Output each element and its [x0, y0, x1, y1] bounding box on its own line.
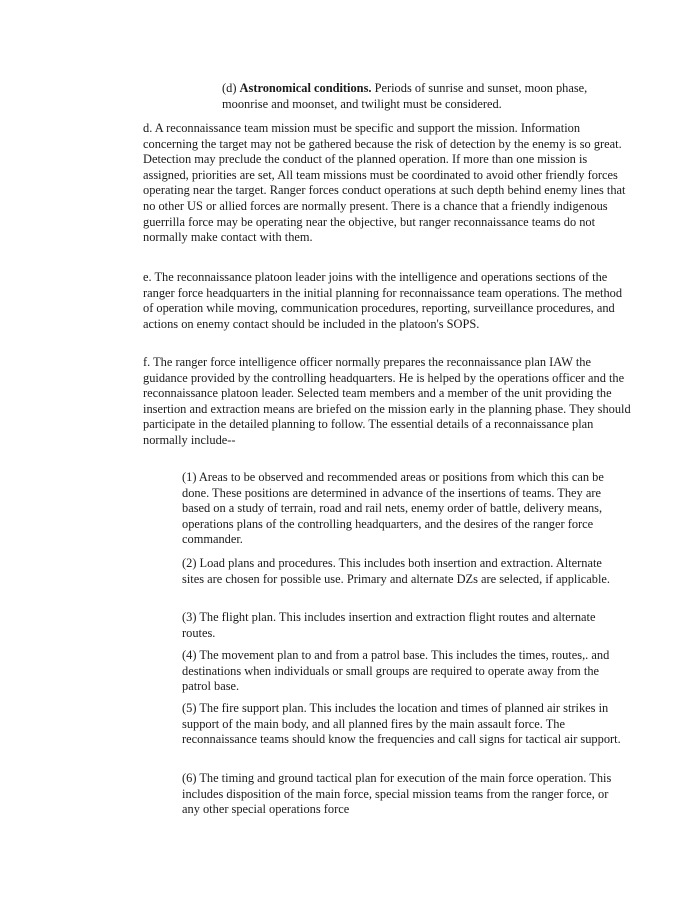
list-item-6: (6) The timing and ground tactical plan for execution of the main force operation. This includes disposition of the main force, special mission teams from the ranger force, or any other special operations force — [182, 771, 612, 817]
astro-prefix: (d) — [222, 81, 240, 95]
paragraph-f: f. The ranger force intelligence officer normally prepares the reconnaissance plan IAW the guidance provided by the controlling headquarters. He is helped by the operations officer and the reconnaissance platoon leader. Selected team members and a member of the unit providing the insertion and extraction means are briefed on the mission early in the planning phase. They should participate in the detailed planning to follow. The essential details of a reconnaissance plan normally include-- — [143, 355, 631, 447]
astronomical-conditions-paragraph — [222, 81, 622, 112]
list-item-5: (5) The fire support plan. This includes the location and times of planned air strikes in support of the main body, and all planned fires by the main assault force. The reconnaissance teams should know the frequencies and call signs for tactical air support. — [182, 701, 621, 747]
paragraph-d: d. A reconnaissance team mission must be specific and support the mission. Information concerning the target may not be gathered because the risk of detection by the enemy is so great. Detection may preclude the conduct of the planned operation. If more than one mission is assigned, priorities are set, All team missions must be coordinated to avoid other friendly forces operating near the target. Ranger forces conduct operations at such depth behind enemy lines that no other US or allied forces are normally present. There is a chance that a friendly indigenous guerrilla force may be operating near the objective, but ranger reconnaissance teams do not normally make contact with them. — [143, 121, 626, 245]
paragraph-e: e. The reconnaissance platoon leader joins with the intelligence and operations sections of the ranger force headquarters in the initial planning for reconnaissance team operations. The method of operation while moving, communication procedures, reporting, surveillance procedures, and actions on enemy contact should be included in the platoon's SOPS. — [143, 270, 623, 331]
astro-body: Periods of sunrise and sunset, moon phase, moonrise and moonset, and twilight must be considered. — [222, 81, 588, 111]
list-item-2: (2) Load plans and procedures. This includes both insertion and extraction. Alternate sites are chosen for possible use. Primary and alternate DZs are selected, if applicable. — [182, 556, 611, 586]
list-item-3: (3) The flight plan. This includes insertion and extraction flight routes and alternate routes. — [182, 610, 596, 640]
astro-title: Astronomical conditions. — [239, 81, 372, 95]
list-item-1: (1) Areas to be observed and recommended areas or positions from which this can be done. These positions are determined in advance of the insertions of teams. They are based on a study of terrain, road and rail nets, enemy order of battle, delivery means, operations plans of the controlling headquarters, and the desires of the ranger force commander. — [182, 470, 604, 547]
list-item-4: (4) The movement plan to and from a patrol base. This includes the times, routes,. and destinations when individuals or small groups are required to operate away from the patrol base. — [182, 648, 610, 694]
